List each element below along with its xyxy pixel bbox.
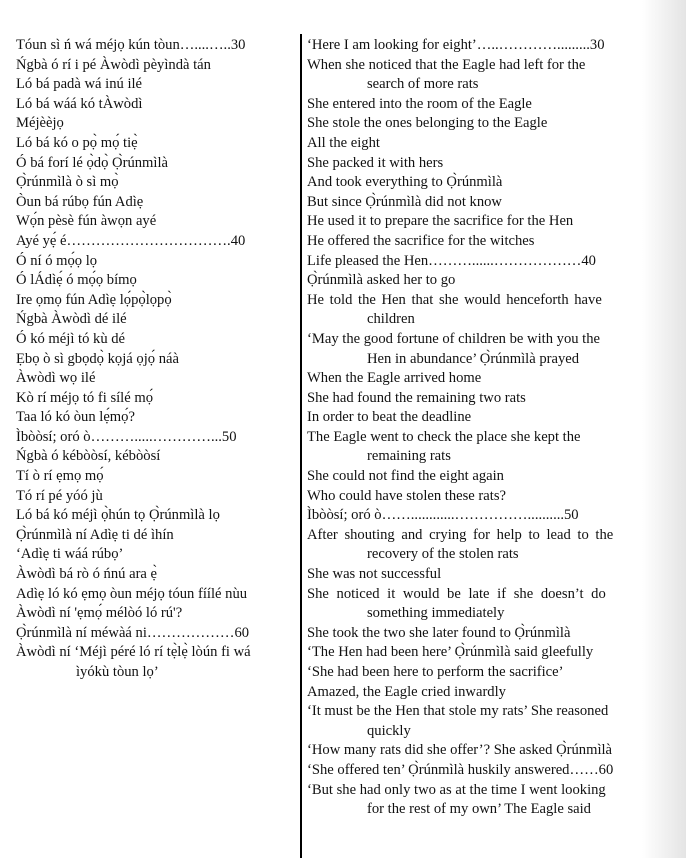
translation-line: She entered into the room of the Eagle — [307, 95, 532, 112]
translation-line: And took everything to Ọ̀rúnmìlà — [307, 174, 503, 191]
verse-line: ‘Adìẹ ti wáá rúbọ’ — [16, 546, 124, 563]
verse-line: Taa ló kó òun lẹ́mọ́? — [16, 409, 135, 426]
translation-line: He offered the sacrifice for the witches — [307, 232, 535, 249]
translation-line: The Eagle went to check the place she kept the — [307, 428, 581, 445]
verse-line: Ó kó méjì tó kù dé — [16, 330, 126, 347]
translation-line: ‘It must be the Hen that stole my rats’ She reasoned — [307, 703, 609, 720]
verse-line: Ló bá kó méjì ọ̀hún tọ Ọ̀rúnmìlà lọ — [16, 507, 220, 524]
translation-line: ‘But she had only two as at the time I went looking — [307, 781, 606, 798]
translation-line: ‘She offered ten’ Ọ̀rúnmìlà huskily answered……60 — [307, 761, 614, 778]
verse-line: Ọ̀rúnmìlà ò sì mọ̀ — [16, 174, 119, 191]
translation-line-continuation: quickly — [367, 722, 411, 739]
translation-line-continuation: search of more rats — [367, 76, 479, 93]
translation-line: She stole the ones belonging to the Eagle — [307, 115, 548, 132]
verse-line: Ọ̀rúnmìlà ní méwàá ni………………60 — [16, 624, 250, 641]
translation-line: When she noticed that the Eagle had left for the — [307, 56, 586, 73]
translation-line: Ọ̀rúnmìlà asked her to go — [307, 272, 456, 289]
verse-line: Tí ò rí ẹmọ mọ́ — [16, 468, 104, 485]
verse-line: Ńgbà ó rí i pé Àwòdì pèyìndà tán — [16, 56, 211, 73]
verse-line: Ó bá forí lé ọ̀dọ̀ Ọ̀rúnmìlà — [16, 154, 168, 171]
translation-line: In order to beat the deadline — [307, 409, 472, 426]
verse-line: Adìẹ ló kó ẹmọ òun méjọ tóun fíílé nùu — [16, 585, 248, 602]
translation-line-continuation: recovery of the stolen rats — [367, 546, 519, 563]
translation-line: She was not successful — [307, 566, 442, 583]
translation-line: After shouting and crying for help to lead to the — [307, 526, 614, 543]
verse-line: Ló bá kó o pọ̀ mọ́ tiẹ̀ — [16, 134, 138, 151]
column-divider — [300, 34, 302, 858]
translation-line: He used it to prepare the sacrifice for the Hen — [307, 213, 574, 230]
translation-line-continuation: something immediately — [367, 605, 505, 622]
verse-line: Tó rí pé yóó jù — [16, 487, 103, 504]
translation-line: All the eight — [307, 134, 380, 151]
translation-line: Who could have stolen these rats? — [307, 487, 506, 504]
translation-line: ‘She had been here to perform the sacrifice’ — [307, 664, 564, 680]
verse-line: Ire ọmọ fún Adìẹ lọ́pọ̀lọpọ̀ — [16, 291, 172, 308]
translation-line: She took the two she later found to Ọ̀rúnmìlà — [307, 624, 571, 641]
verse-line: Kò rí méjọ tó fi sílé mọ́ — [16, 389, 154, 406]
verse-line: Ayé yẹ́ é…………………………….40 — [16, 232, 246, 249]
translation-line: Ìbòòsí; oró ò……............……………..........50 — [307, 507, 579, 524]
translation-line: He told the Hen that she would henceforth have — [307, 291, 602, 308]
page-edge-shadow — [642, 0, 686, 858]
verse-line: Ó lÁdìẹ́ ó mọ́ọ bímọ — [16, 272, 137, 289]
translation-line: ‘How many rats did she offer’? She asked Ọ̀rúnmìlà — [307, 742, 613, 759]
verse-line: Ẹbọ ò sì gbọdọ̀ kọjá ọjọ́ náà — [16, 350, 179, 367]
verse-line: Àwòdì wọ ilé — [16, 370, 96, 387]
translation-line: She packed it with hers — [307, 154, 444, 171]
translation-line: ‘May the good fortune of children be with you the — [307, 330, 601, 347]
translation-line: But since Ọ̀rúnmìlà did not know — [307, 193, 502, 210]
verse-line: Ọ̀rúnmìlà ní Adìẹ ti dé ìhín — [16, 526, 174, 543]
verse-line: Wọ́n pèsè fún àwọn ayé — [16, 213, 157, 230]
translation-line: She could not find the eight again — [307, 468, 504, 485]
verse-line: Ló bá padà wá inú ilé — [16, 76, 143, 93]
translation-line: When the Eagle arrived home — [307, 370, 482, 387]
verse-line: Òun bá rúbọ fún Adìẹ — [16, 193, 144, 210]
translation-line: She had found the remaining two rats — [307, 389, 526, 406]
verse-line: Ó ní ó mọ́ọ lọ — [16, 252, 98, 269]
translation-line-continuation: Hen in abundance’ Ọ̀rúnmìlà prayed — [367, 350, 580, 367]
verse-line: Méjèèjọ — [16, 115, 64, 132]
verse-line: Ìbòòsí; oró ò……….....…………...50 — [16, 428, 237, 445]
verse-line: Tóun sì ń wá méjọ kún tòun…....…..30 — [16, 37, 246, 53]
verse-line: Ńgbà Àwòdì dé ilé — [16, 311, 127, 328]
verse-line: Ńgbà ó kébòòsí, kébòòsí — [16, 448, 161, 465]
verse-line: Àwòdì ní 'ẹmọ́ mélòó ló rú'? — [16, 605, 183, 622]
translation-line: She noticed it would be late if she doesn’t do — [307, 585, 606, 602]
translation-line: ‘Here I am looking for eight’…..………….........30 — [307, 37, 605, 53]
verse-line: Ló bá wáá kó tÀwòdì — [16, 95, 143, 112]
translation-line-continuation: remaining rats — [367, 448, 451, 465]
translation-line: Amazed, the Eagle cried inwardly — [307, 683, 506, 700]
translation-line: Life pleased the Hen………......………………40 — [307, 252, 596, 269]
english-translation-column — [307, 36, 677, 820]
verse-line: Àwòdì ní ‘Méjì péré ló rí tẹ̀lẹ̀ lòún fi wá — [16, 644, 251, 661]
translation-line-continuation: children — [367, 311, 415, 328]
translation-line: ‘The Hen had been here’ Ọ̀rúnmìlà said gleefully — [307, 644, 594, 661]
verse-line: Àwòdì bá rò ó ńnú ara ẹ̀ — [16, 566, 158, 583]
translation-line-continuation: for the rest of my own’ The Eagle said — [367, 801, 591, 818]
verse-line-continuation: ìyókù tòun lọ’ — [76, 664, 159, 680]
yoruba-text-column — [16, 36, 294, 683]
